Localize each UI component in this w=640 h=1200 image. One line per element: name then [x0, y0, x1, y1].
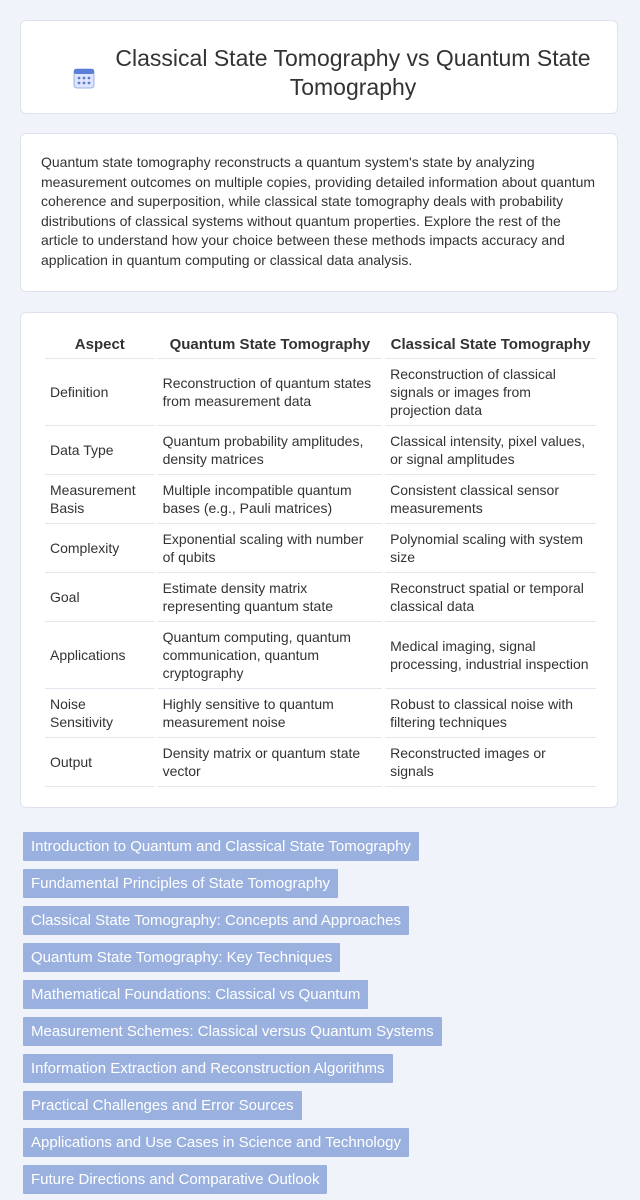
row-classical: Reconstructed images or signals — [385, 738, 596, 787]
table-row — [45, 475, 596, 524]
topic-link-fundamental-principles[interactable]: Fundamental Principles of State Tomography — [23, 869, 338, 898]
row-quantum: Density matrix or quantum state vector — [158, 738, 383, 787]
title-card — [20, 20, 618, 114]
table-row — [45, 622, 596, 689]
intro-card — [20, 133, 618, 292]
topic-link-quantum-techniques[interactable]: Quantum State Tomography: Key Techniques — [23, 943, 340, 972]
topic-link-reconstruction-algorithms[interactable]: Information Extraction and Reconstruction Algorithms — [23, 1054, 393, 1083]
topic-link-measurement-schemes[interactable]: Measurement Schemes: Classical versus Quantum Systems — [23, 1017, 442, 1046]
table-row — [45, 359, 596, 426]
row-aspect: Output — [45, 738, 155, 787]
topic-link-mathematical-foundations[interactable]: Mathematical Foundations: Classical vs Quantum — [23, 980, 368, 1009]
topic-link-practical-challenges[interactable]: Practical Challenges and Error Sources — [23, 1091, 302, 1120]
intro-paragraph: Quantum state tomography reconstructs a quantum system's state by analyzing measurement outcomes on multiple copies, providing detailed information about quantum coherence and superposition, while classical state tomography deals with probability distributions of classical systems without quantum properties. Explore the rest of the article to understand how your choice between these methods impacts accuracy and application in quantum computing or classical data analysis. — [41, 154, 596, 268]
row-aspect: Noise Sensitivity — [45, 689, 155, 738]
row-classical: Consistent classical sensor measurements — [385, 475, 596, 524]
row-aspect: Measurement Basis — [45, 475, 155, 524]
table-row — [45, 524, 596, 573]
table-row — [45, 426, 596, 475]
table-header-row — [45, 330, 596, 359]
topic-link-introduction[interactable]: Introduction to Quantum and Classical State Tomography — [23, 832, 419, 861]
row-quantum: Estimate density matrix representing quantum state — [158, 573, 383, 622]
topic-link-classical-concepts[interactable]: Classical State Tomography: Concepts and Approaches — [23, 906, 409, 935]
row-classical: Reconstruction of classical signals or images from projection data — [385, 359, 596, 426]
row-aspect: Applications — [45, 622, 155, 689]
row-aspect: Data Type — [45, 426, 155, 475]
row-quantum: Highly sensitive to quantum measurement noise — [158, 689, 383, 738]
row-quantum: Multiple incompatible quantum bases (e.g., Pauli matrices) — [158, 475, 383, 524]
row-quantum: Exponential scaling with number of qubits — [158, 524, 383, 573]
topic-link-future-directions[interactable]: Future Directions and Comparative Outlook — [23, 1165, 327, 1194]
page-title: Classical State Tomography vs Quantum State Tomography — [115, 45, 591, 100]
comparison-table-card — [20, 312, 618, 808]
row-quantum: Reconstruction of quantum states from measurement data — [158, 359, 383, 426]
row-classical: Medical imaging, signal processing, industrial inspection — [385, 622, 596, 689]
header-aspect: Aspect — [45, 330, 155, 359]
table-row — [45, 573, 596, 622]
row-aspect: Goal — [45, 573, 155, 622]
comparison-table — [42, 330, 599, 787]
row-quantum: Quantum computing, quantum communication, quantum cryptography — [158, 622, 383, 689]
table-row — [45, 689, 596, 738]
row-classical: Reconstruct spatial or temporal classical data — [385, 573, 596, 622]
row-classical: Classical intensity, pixel values, or signal amplitudes — [385, 426, 596, 475]
calendar-grid-icon — [73, 67, 95, 89]
row-aspect: Definition — [45, 359, 155, 426]
row-classical: Robust to classical noise with filtering techniques — [385, 689, 596, 738]
header-quantum: Quantum State Tomography — [158, 330, 383, 359]
table-row — [45, 738, 596, 787]
header-classical: Classical State Tomography — [385, 330, 596, 359]
topic-link-applications[interactable]: Applications and Use Cases in Science and Technology — [23, 1128, 409, 1157]
row-quantum: Quantum probability amplitudes, density matrices — [158, 426, 383, 475]
row-classical: Polynomial scaling with system size — [385, 524, 596, 573]
row-aspect: Complexity — [45, 524, 155, 573]
